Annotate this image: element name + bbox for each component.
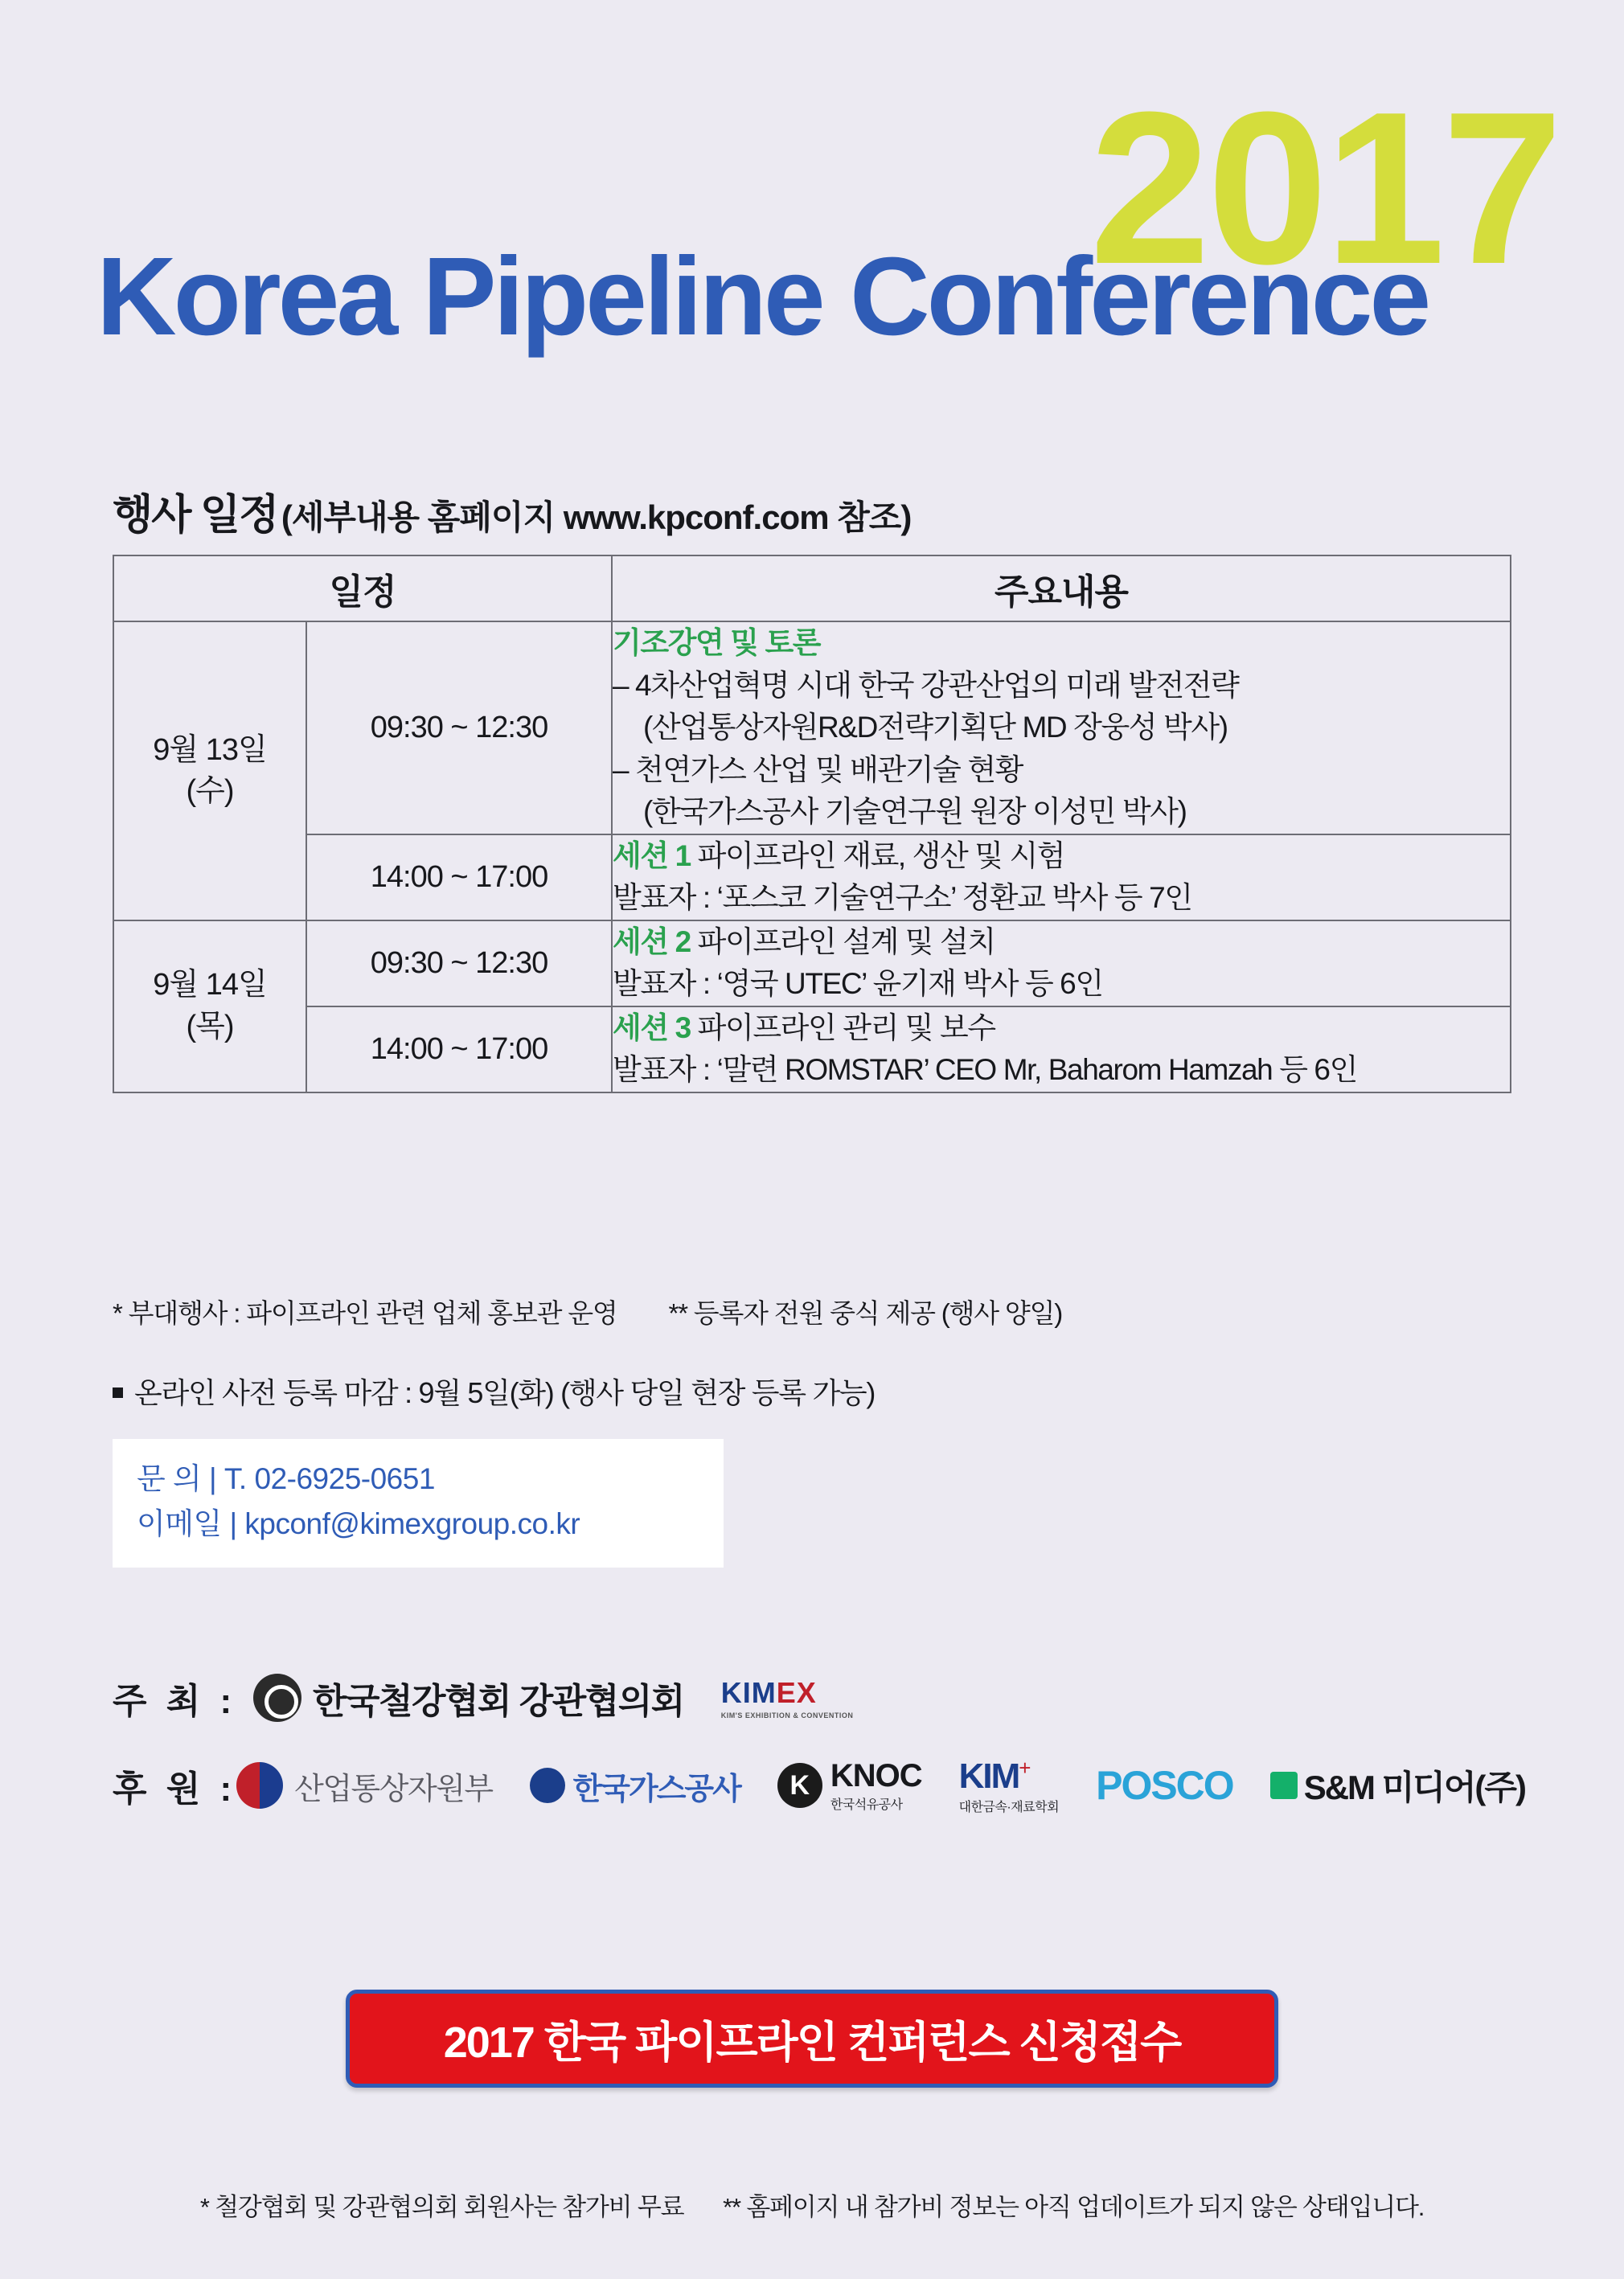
logo-ksa: [253, 1672, 684, 1724]
support-label: 후 원 :: [113, 1769, 237, 1809]
apply-button[interactable]: [346, 1990, 1278, 2088]
kimex-wordmark-icon: KIMEX KIM'S EXHIBITION & CONVENTION: [720, 1676, 854, 1719]
logo-posco-label: POSCO: [1096, 1763, 1233, 1808]
cell-date-sep14: [113, 920, 306, 1092]
logo-ksa-label: 한국철강협회 강관협의회: [313, 1682, 684, 1721]
cell-time-1: 14:00 ~ 17:00: [306, 834, 612, 920]
contact-email[interactable]: 이메일 | kpconf@kimexgroup.co.kr: [137, 1506, 580, 1540]
apply-button-label: 2017 한국 파이프라인 컨퍼런스 신청접수: [443, 2018, 1181, 2067]
session-2-title-line: [613, 921, 1510, 964]
footer-note-1: * 철강협회 및 강관협의회 회원사는 참가비 무료: [199, 2193, 684, 2221]
cell-time-0: 09:30 ~ 12:30: [306, 621, 612, 834]
square-bullet-icon: [113, 1387, 123, 1398]
date-line-2: (목): [186, 1009, 234, 1043]
schedule-heading-sub: (세부내용 홈페이지 www.kpconf.com 참조): [281, 498, 912, 536]
support-row: [113, 1756, 1528, 1815]
keynote-label: 기조강연 및 토론: [613, 626, 821, 659]
snm-mark-icon: [1270, 1772, 1298, 1799]
session-2-presenter: 발표자 : ‘영국 UTEC’ 윤기재 박사 등 6인: [613, 967, 1103, 1001]
cell-time-3: 14:00 ~ 17:00: [306, 1006, 612, 1092]
cell-time-2: 09:30 ~ 12:30: [306, 920, 612, 1006]
cell-content-3: [612, 1006, 1511, 1092]
page-title: Korea Pipeline Conference: [96, 235, 1429, 359]
column-header-content: 주요내용: [612, 555, 1511, 621]
taegeuk-icon: [236, 1762, 283, 1809]
host-row: [113, 1672, 1528, 1724]
cell-date-sep13: [113, 621, 306, 920]
logo-posco: [1096, 1762, 1233, 1809]
session-3-presenter: 발표자 : ‘말련 ROMSTAR’ CEO Mr, Baharom Hamzah 등 6인: [613, 1053, 1357, 1087]
keynote-line-4: (한국가스공사 기술연구원 원장 이성민 박사): [643, 795, 1187, 829]
cell-content-2: [612, 920, 1511, 1006]
keynote-line-3: – 천연가스 산업 및 배관기술 현황: [613, 752, 1023, 786]
table-row: [113, 621, 1511, 834]
logo-motie-label: 산업통상자원부: [294, 1772, 493, 1806]
note-lunch: ** 등록자 전원 중식 제공 (행사 양일): [668, 1298, 1063, 1328]
logo-kim-sub: 대한금속·재료학회: [958, 1801, 1060, 1814]
schedule-table: [113, 555, 1511, 1093]
session-2-title: 파이프라인 설계 및 설치: [697, 924, 995, 958]
session-3-title-line: [613, 1007, 1510, 1050]
contact-box: [113, 1439, 724, 1568]
logo-kim-text: [959, 1756, 1059, 1815]
logo-snm: [1270, 1761, 1525, 1810]
contact-phone: 문 의 | T. 02-6925-0651: [137, 1462, 435, 1495]
session-3-title: 파이프라인 관리 및 보수: [697, 1010, 995, 1044]
keynote-line-2: (산업통상자원R&D전략기획단 MD 장웅성 박사): [643, 711, 1228, 744]
kogas-mark-icon: [530, 1768, 565, 1803]
note-side-events: * 부대행사 : 파이프라인 관련 업체 홍보관 운영: [113, 1298, 617, 1328]
column-header-date: 일정: [113, 555, 612, 621]
keynote-line-1: – 4차산업혁명 시대 한국 강관산업의 미래 발전전략: [613, 668, 1239, 702]
seal-icon: [253, 1674, 301, 1722]
session-1-title: 파이프라인 재료, 생산 및 시험: [697, 838, 1065, 872]
date-line-1: 9월 13일: [153, 732, 267, 767]
year-label: 2017: [1089, 68, 1560, 309]
host-label: 주 최 :: [113, 1682, 237, 1721]
logo-kim-label: KIM: [958, 1756, 1019, 1796]
session-1-label: 세션 1: [613, 838, 691, 872]
knoc-mark-icon: K: [777, 1763, 822, 1808]
table-row: [113, 920, 1511, 1006]
logo-knoc-label: KNOC: [830, 1758, 922, 1793]
plus-icon: +: [1019, 1756, 1031, 1780]
cell-content-0: [612, 621, 1511, 834]
schedule-notes: [113, 1293, 1062, 1330]
date-line-2: (수): [186, 773, 234, 808]
table-row: [113, 1006, 1511, 1092]
session-1-title-line: [613, 835, 1510, 878]
footer-note-2: ** 홈페이지 내 참가비 정보는 아직 업데이트가 되지 않은 상태입니다.: [723, 2193, 1425, 2221]
logo-knoc: [777, 1758, 922, 1813]
session-3-label: 세션 3: [613, 1010, 691, 1044]
logo-knoc-text: [830, 1758, 922, 1813]
logo-kogas: [530, 1764, 740, 1808]
table-header-row: [113, 555, 1511, 621]
registration-note-text: 온라인 사전 등록 마감 : 9월 5일(화) (행사 당일 현장 등록 가능): [134, 1376, 876, 1409]
logo-kimex-sub: KIM'S EXHIBITION & CONVENTION: [720, 1711, 854, 1719]
date-line-1: 9월 14일: [153, 968, 267, 1002]
logo-knoc-sub: 한국석유공사: [830, 1798, 903, 1812]
logo-snm-label: S&M 미디어(주): [1303, 1769, 1525, 1806]
poster-header: [0, 0, 1624, 418]
logo-motie: [236, 1762, 492, 1809]
registration-note: [113, 1371, 875, 1412]
session-2-label: 세션 2: [613, 924, 691, 958]
logo-kim: [959, 1756, 1059, 1815]
sponsors-block: [113, 1672, 1528, 1847]
cell-content-1: [612, 834, 1511, 920]
table-row: [113, 834, 1511, 920]
schedule-heading-main: 행사 일정: [113, 492, 278, 539]
logo-kogas-label: 한국가스공사: [572, 1772, 740, 1806]
session-1-presenter: 발표자 : ‘포스코 기술연구소’ 정환교 박사 등 7인: [613, 881, 1192, 915]
footer-notes: [0, 2187, 1624, 2223]
logo-kimex: [721, 1676, 854, 1719]
schedule-heading: [113, 481, 911, 541]
